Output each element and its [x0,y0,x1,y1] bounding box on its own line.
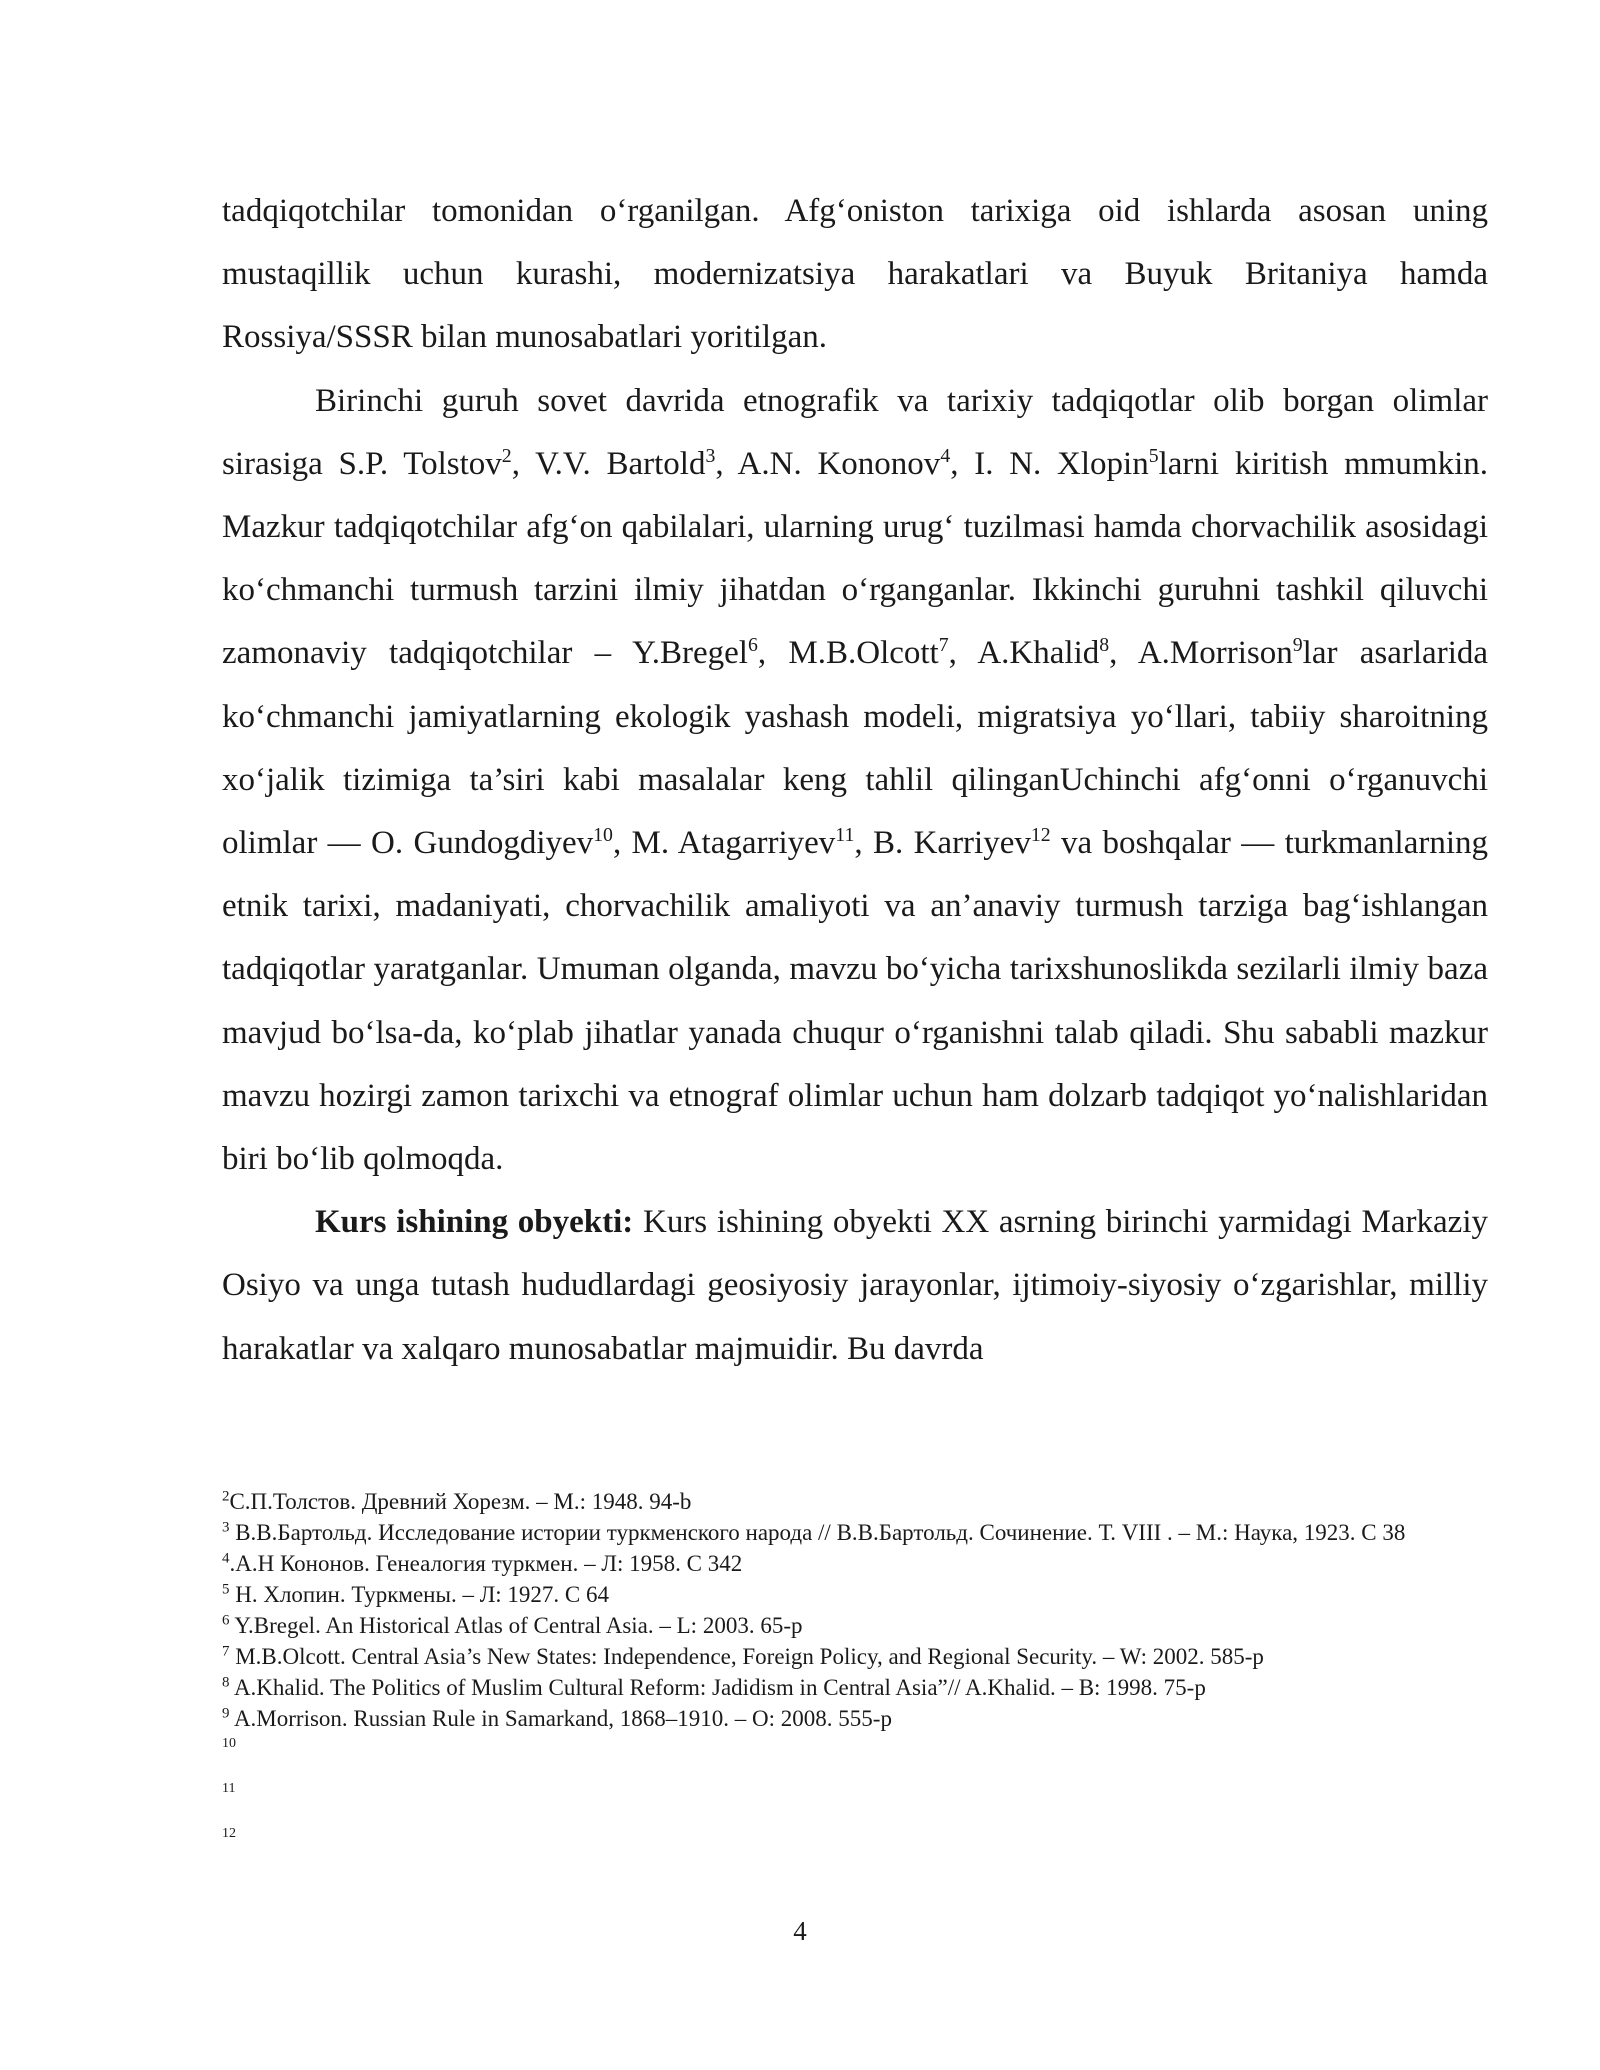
footnote-text: Н. Хлопин. Туркмены. – Л: 1927. С 64 [229,1582,610,1607]
footnote [222,1672,1488,1703]
footnote-empty: 11 [222,1781,236,1796]
footnote-ref[interactable]: 10 [593,824,613,847]
footnote-ref[interactable]: 3 [705,444,716,467]
footnote-ref[interactable]: 12 [1030,824,1051,847]
footnote-text: Y.Bregel. An Historical Atlas of Central Asia. – L: 2003. 65-p [229,1613,803,1638]
footnote-ref[interactable]: 4 [940,444,951,467]
text-span: , M. Atagarriyev [612,825,836,862]
footnote-number: 2 [222,1488,230,1505]
text-span: Birinchi guruh sovet davrida etnografik va tarixiy tadqiqotlar olib borgan olimlar sirasiga S.P. Tolstov [222,382,1488,482]
text-span: larni kiritish mmumkin. Mazkur tadqiqotchilar afg‘on qabilalari, ularning urug‘ tuzilmasi hamda chorvachilik asosidagi ko‘chmanchi turmush tarzini ilmiy jihatdan o‘rganganlar. Ikkinchi guruhni tashkil qiluvchi zamonaviy tadqiqotchilar – Y.Bregel [222,445,1488,672]
footnote-number: 5 [222,1581,230,1598]
footnote [222,1517,1488,1548]
footnote-number: 9 [222,1705,230,1722]
paragraph-1: tadqiqotchilar tomonidan o‘rganilgan. Afg‘oniston tarixiga oid ishlarda asosan uning mustaqillik uchun kurashi, modernizatsiya harakatlari va Buyuk Britaniya hamda Rossiya/SSSR bilan munosabatlari yoritilgan. [222,193,1488,356]
footnote-ref[interactable]: 6 [747,634,758,657]
footnote [222,1486,1488,1517]
text-span: , A.Khalid [948,635,1100,672]
footnote-text: M.B.Olcott. Central Asia’s New States: Independence, Foreign Policy, and Regional Security. – W: 2002. 585-p [229,1644,1264,1669]
text-span: , I. N. Xlopin [950,445,1149,482]
text-span: lar asarlarida ko‘chmanchi jamiyatlarning ekologik yashash modeli, migratsiya yo‘llari, tabiiy sharoitning xo‘jalik tizimiga ta’siri kabi masalalar keng tahlil qilinganUchinchi afg‘onni o‘rganuvchi olimlar — O. Gundogdiyev [222,635,1489,862]
text-span: Kurs ishining obyekti XX asrning birinchi yarmidagi Markaziy Osiyo va unga tutash hududlardagi geosiyosiy jarayonlar, ijtimoiy-siyosiy o‘zgarishlar, milliy harakatlar va xalqaro munosabatlar majmuidir. Bu davrda [222,1204,1488,1367]
footnote-number: 4 [222,1550,230,1567]
footnote-text: A.Khalid. The Politics of Muslim Cultural Reform: Jadidism in Central Asia”// A.Khalid. – B: 1998. 75-p [229,1675,1206,1700]
footnote-number: 7 [222,1643,230,1660]
footnote-ref[interactable]: 8 [1099,634,1110,657]
footnote-text: С.П.Толстов. Древний Хорезм. – М.: 1948. 94-b [229,1489,692,1514]
footnote [222,1703,1488,1734]
body-text [222,180,1488,1381]
footnote-ref[interactable]: 2 [501,444,512,467]
footnote [222,1579,1488,1610]
footnote-number: 3 [222,1519,230,1536]
footnote-number: 8 [222,1674,230,1691]
footnote-text: A.Morrison. Russian Rule in Samarkand, 1868–1910. – O: 2008. 555-p [229,1706,892,1731]
footnote [222,1610,1488,1641]
section-heading: Kurs ishining obyekti: [315,1204,634,1241]
text-span: , A.Morrison [1109,635,1293,672]
text-span: , B. Karriyev [854,825,1031,862]
footnote-number: 6 [222,1612,230,1629]
footnote-text: .А.Н Кононов. Генеалогия туркмен. – Л: 1958. С 342 [229,1551,743,1576]
footnote-ref[interactable]: 5 [1148,444,1159,467]
footnote-text: В.В.Бартольд. Исследование истории туркменского народа // В.В.Бартольд. Сочинение. Т. VIII . – М.: Наука, 1923. С 38 [229,1520,1406,1545]
footnote [222,1548,1488,1579]
footnote-ref[interactable]: 9 [1292,634,1303,657]
page-body [222,180,1488,1381]
footnote [222,1641,1488,1672]
footnote-empty: 12 [222,1826,236,1841]
text-span: , A.N. Kononov [715,445,941,482]
paragraph-3 [222,1191,1488,1381]
text-span: , V.V. Bartold [511,445,706,482]
paragraph-2 [222,370,1488,1192]
text-span: va boshqalar — turkmanlarning etnik tarixi, madaniyati, chorvachilik amaliyoti va an’anaviy turmush tarziga bag‘ishlangan tadqiqotlar yaratganlar. Umuman olganda, mavzu bo‘yicha tarixshunoslikda sezilarli ilmiy baza mavjud bo‘lsa-da, ko‘plab jihatlar yanada chuqur o‘rganishni talab qiladi. Shu sababli mazkur mavzu hozirgi zamon tarixchi va etnograf olimlar uchun ham dolzarb tadqiqot yo‘nalishlaridan biri bo‘lib qolmoqda. [222,825,1489,1178]
page-number: 4 [793,1916,807,1946]
footnote-ref[interactable]: 11 [835,824,855,847]
footnote-empty: 10 [222,1736,236,1751]
footnotes [222,1486,1488,1869]
footnote-ref[interactable]: 7 [938,634,949,657]
text-span: , M.B.Olcott [757,635,939,672]
